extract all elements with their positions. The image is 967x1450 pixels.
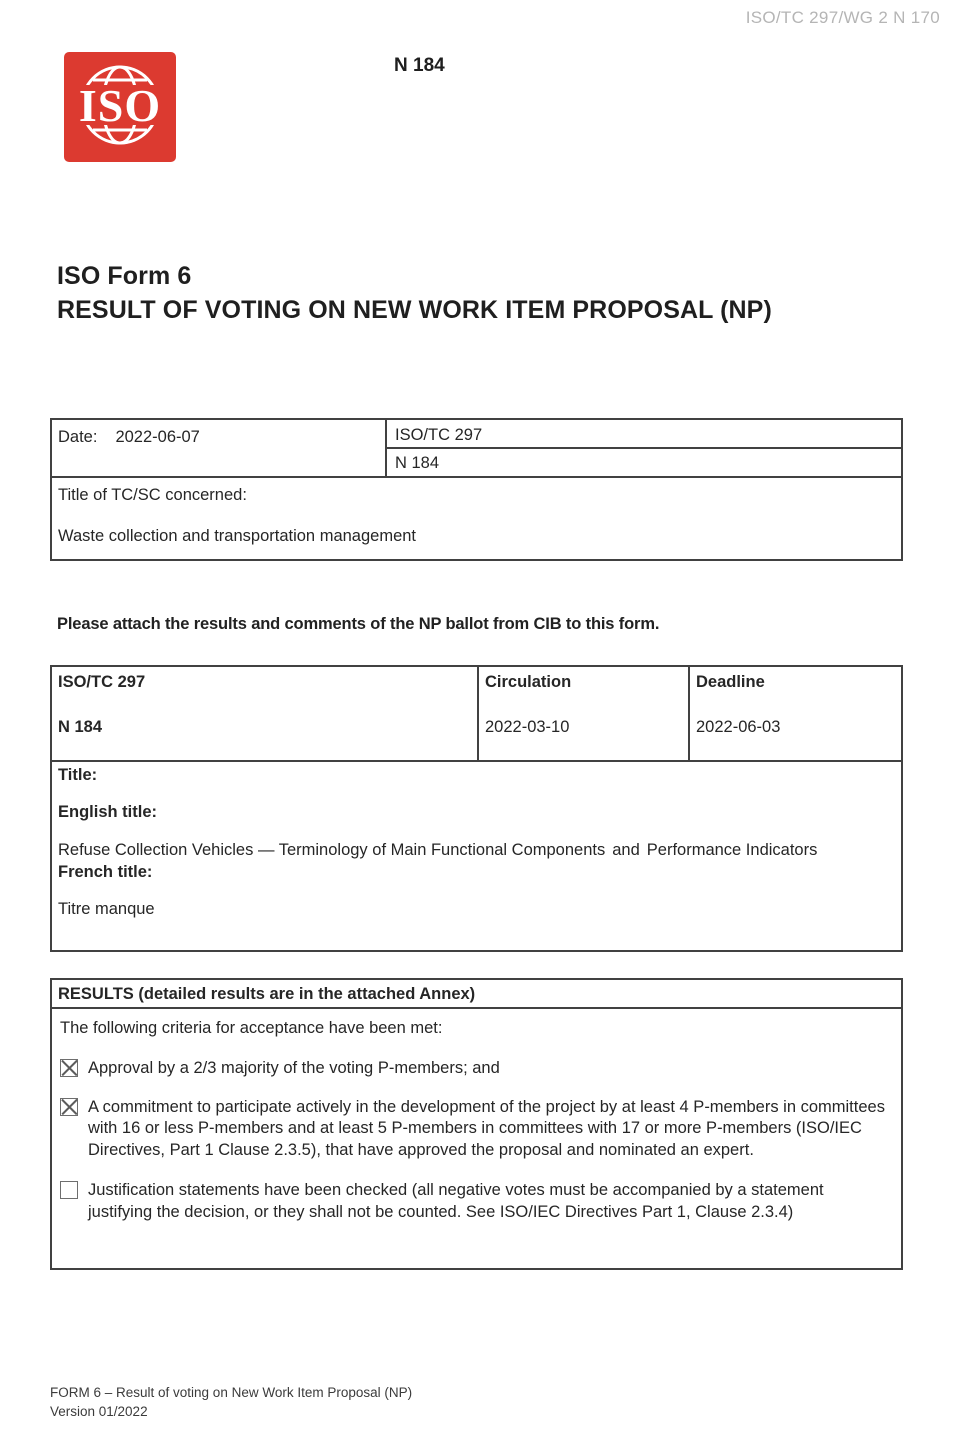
deadline-cell [690,667,901,760]
criterion-checkbox-commitment[interactable] [60,1098,78,1116]
french-title-label: French title: [58,863,153,881]
criterion-text: Justification statements have been checked (all negative votes must be accompanied by a statement justifying the decision, or they shall not be counted. See ISO/IEC Directives Part 1, Clause 2.3.4) [88,1181,824,1221]
circulation-cell [479,667,690,760]
attach-note: Please attach the results and comments of the NP ballot from CIB to this form. [57,615,660,633]
iso-globe-icon [64,52,176,162]
title-label: Title: [58,766,98,784]
svg-text:ISO: ISO [78,80,162,131]
criterion-row [60,1097,893,1162]
criterion-row [60,1058,893,1080]
results-header: RESULTS (detailed results are in the attached Annex) [52,980,901,1009]
tc-title-cell [52,478,901,554]
header-doc-number: N 184 [394,55,445,76]
date-cell [52,420,387,476]
date-value: 2022-06-07 [115,428,200,446]
page-footer [50,1383,412,1421]
english-title-label: English title: [58,803,157,821]
document-reference: ISO/TC 297/WG 2 N 170 [745,8,940,27]
criterion-text: A commitment to participate actively in the development of the project by at least 4 P-members in committees with 16 or less P-members and at least 5 P-members in committees with 17 or more P-members (ISO/IEC Directives, Part 1 Clause 2.3.5), that have approved the proposal and nominated an expert. [88,1097,885,1159]
circulation-label: Circulation [485,673,572,691]
deadline-label: Deadline [696,673,765,691]
french-title-value: Titre manque [58,900,155,918]
titles-cell [52,762,901,922]
footer-form-name: FORM 6 – Result of voting on New Work Item Proposal (NP) [50,1385,413,1400]
tc-title-label: Title of TC/SC concerned: [58,486,247,504]
ballot-table [50,665,903,952]
info-table [50,418,903,561]
results-table [50,978,903,1270]
english-title-value: Refuse Collection Vehicles — Terminology of Main Functional Components and Performance Indicators [58,841,818,859]
ballot-committee: ISO/TC 297 [58,673,146,691]
iso-logo [64,52,176,162]
form-title [57,259,772,327]
criterion-text: Approval by a 2/3 majority of the voting P-members; and [88,1059,500,1077]
results-intro: The following criteria for acceptance have been met: [60,1019,443,1037]
footer-version: Version 01/2022 [50,1404,148,1419]
criterion-checkbox-justification[interactable] [60,1181,78,1199]
ballot-committee-cell [52,667,479,760]
date-label: Date: [58,428,98,446]
doc-number-cell: N 184 [395,454,440,472]
deadline-date: 2022-06-03 [696,718,781,736]
tc-title-value: Waste collection and transportation management [58,527,417,545]
form-title-line1: ISO Form 6 [57,262,192,290]
criterion-checkbox-majority[interactable] [60,1059,78,1077]
form-title-line2: RESULT OF VOTING ON NEW WORK ITEM PROPOSAL (NP) [57,296,772,324]
criterion-row [60,1180,893,1223]
english-title-and: and [612,841,640,859]
committee-cell: ISO/TC 297 [387,420,901,449]
ballot-doc-number: N 184 [58,718,103,736]
circulation-date: 2022-03-10 [485,718,570,736]
